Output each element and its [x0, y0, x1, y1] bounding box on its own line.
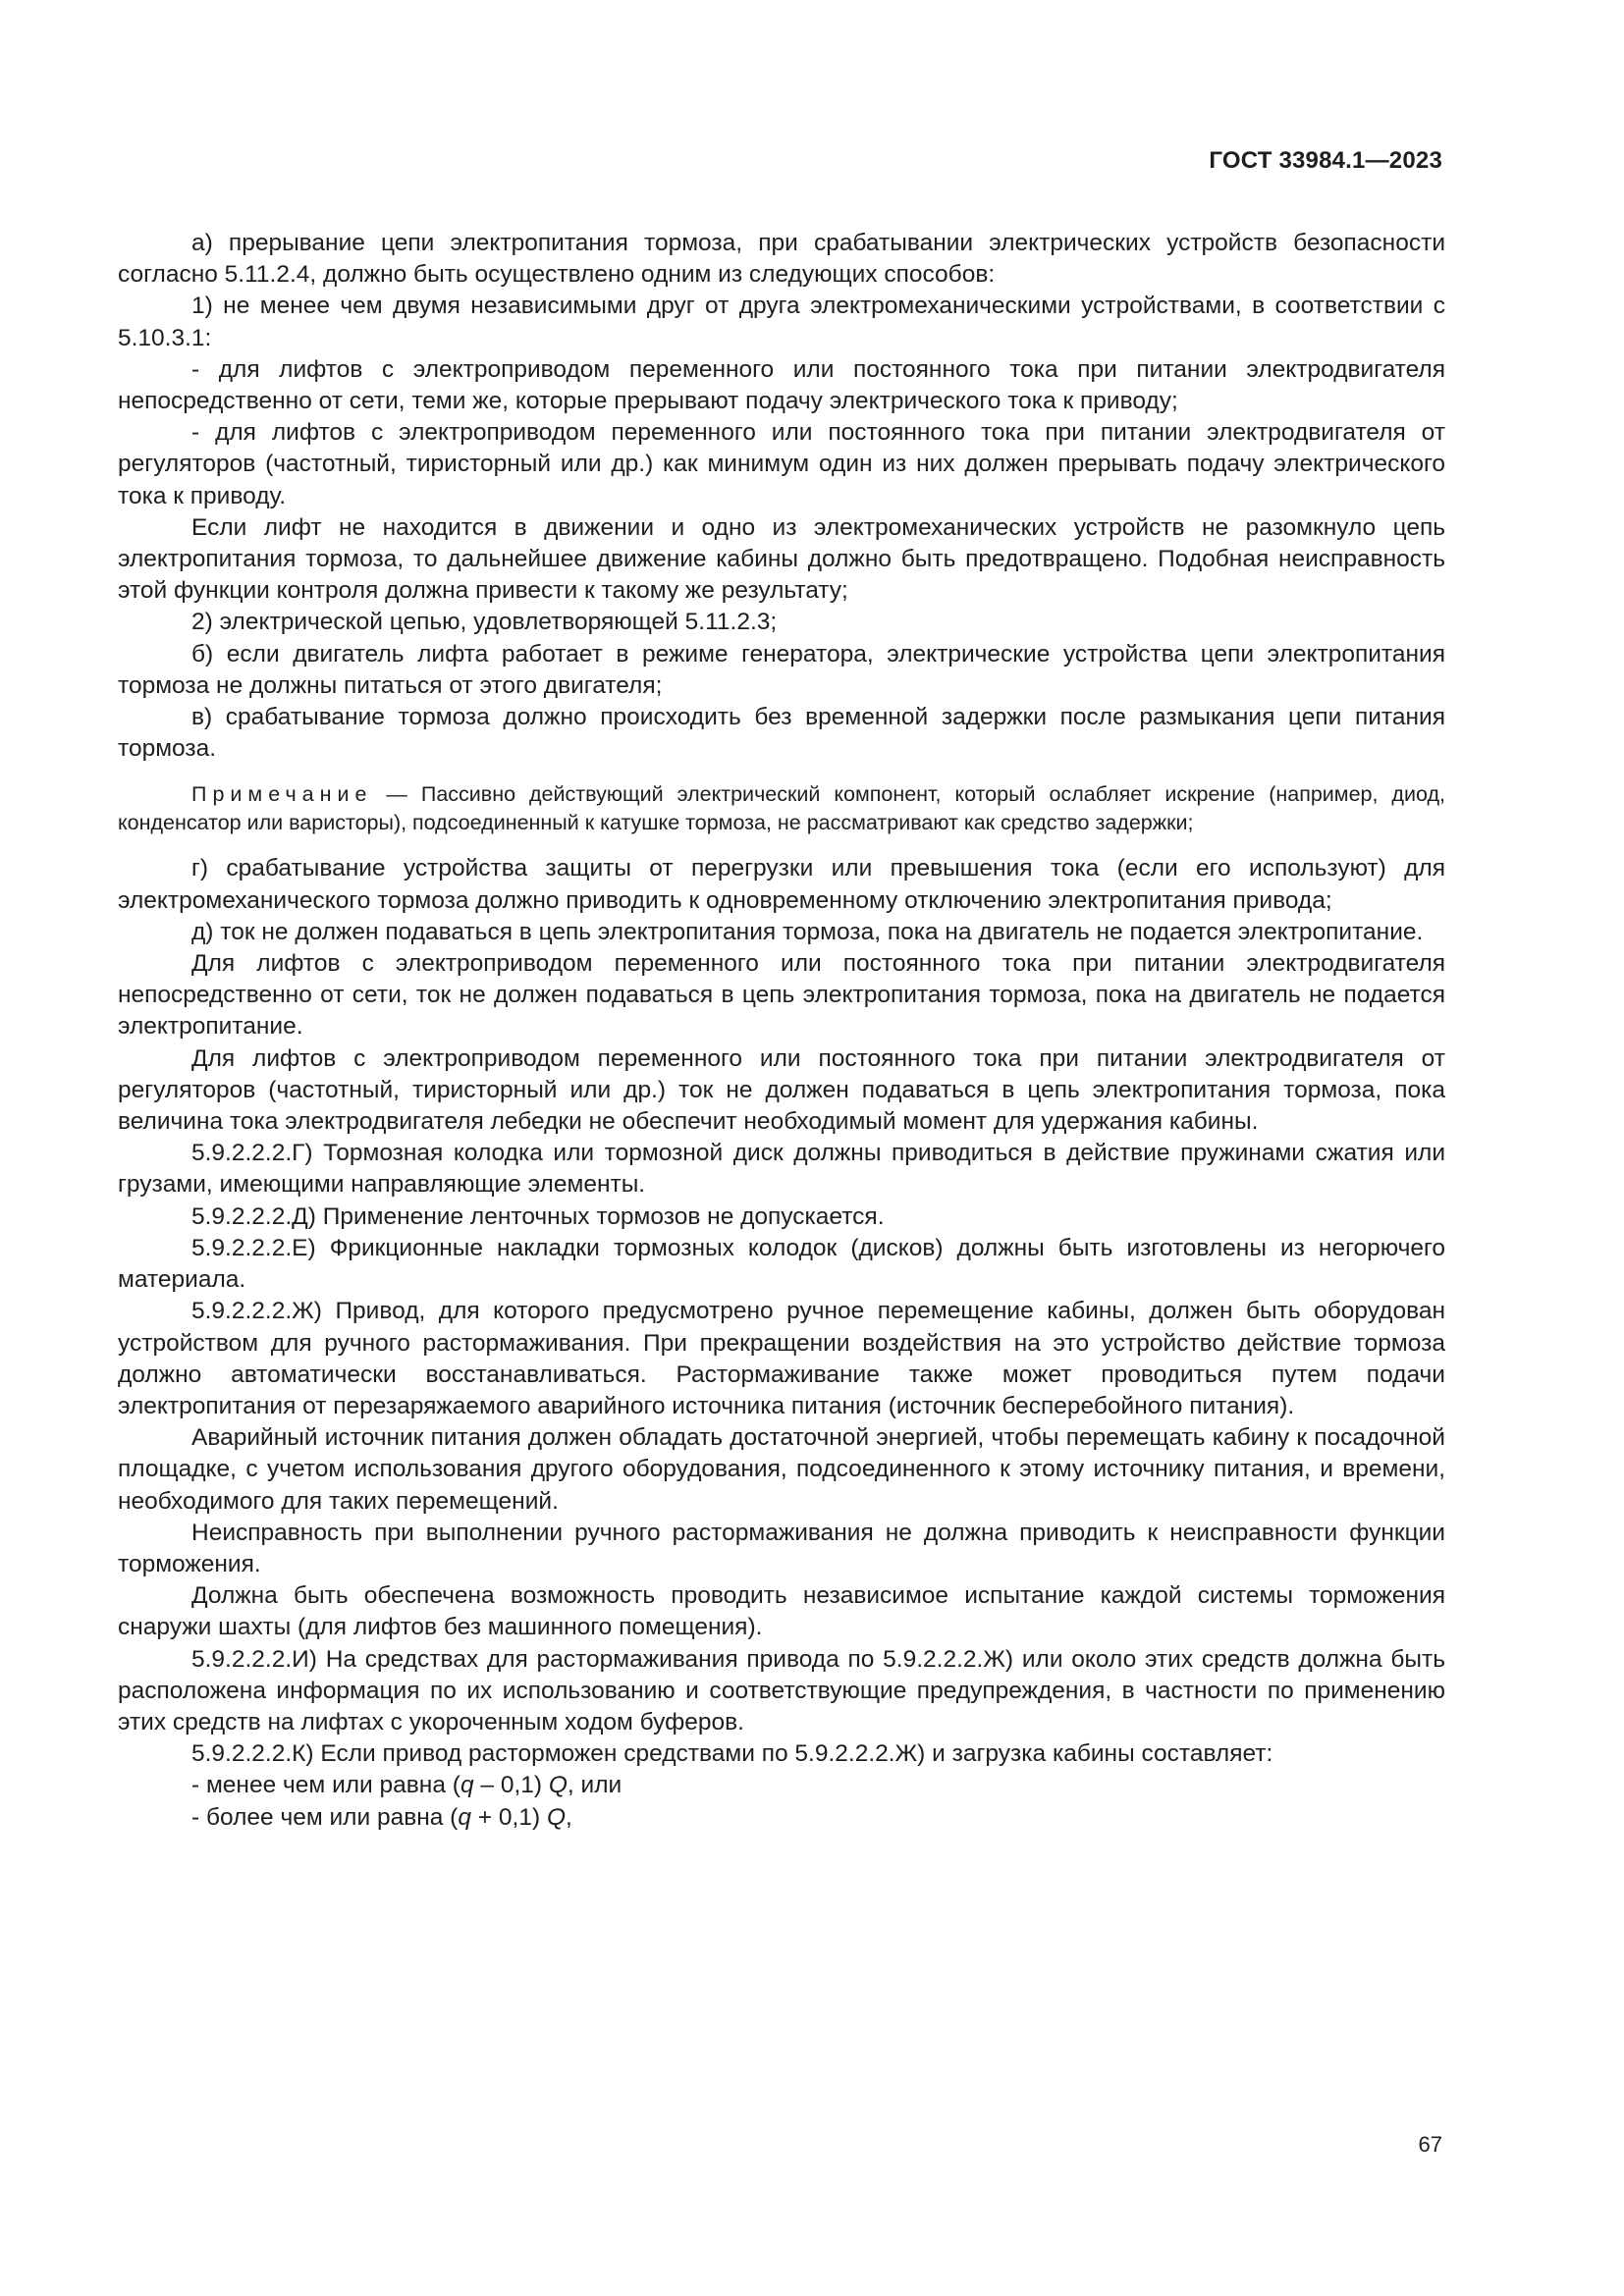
document-header: ГОСТ 33984.1—2023	[1209, 147, 1442, 174]
note-label: Примечание	[191, 782, 373, 807]
paragraph: Аварийный источник питания должен обладать достаточной энергией, чтобы перемещать кабину к посадочной площадке, с учетом использования другого оборудования, подсоединенного к этому источнику питания, и времени, необходимого для таких перемещений.	[118, 1424, 1445, 1515]
document-body	[118, 228, 1445, 1834]
paragraph: 1) не менее чем двумя независимыми друг от друга электромеханическими устройствами, в соответствии с 5.10.3.1:	[118, 293, 1445, 351]
paragraph: 5.9.2.2.2.И) На средствах для растормаживания привода по 5.9.2.2.2.Ж) или около этих средств должна быть расположена информация по их использованию и соответствующие предупреждения, в частности по применению этих средств на лифтах с укороченным ходом буферов.	[118, 1645, 1445, 1735]
page-number: 67	[1418, 2132, 1442, 2157]
paragraph: в) срабатывание тормоза должно происходить без временной задержки после размыкания цепи питания тормоза.	[118, 704, 1445, 763]
paragraph: Для лифтов с электроприводом переменного или постоянного тока при питании электродвигателя непосредственно от сети, ток не должен подаваться в цепь электропитания тормоза, пока на двигатель не подается электропитание.	[118, 950, 1445, 1041]
list-item: - менее чем или равна (q – 0,1) Q, или	[191, 1772, 623, 1799]
paragraph: б) если двигатель лифта работает в режиме генератора, электрические устройства цепи электропитания тормоза не должны питаться от этого двигателя;	[118, 640, 1445, 699]
paragraph: д) ток не должен подаваться в цепь электропитания тормоза, пока на двигатель не подается электропитание.	[191, 918, 1424, 945]
paragraph: 5.9.2.2.2.Е) Фрикционные накладки тормозных колодок (дисков) должны быть изготовлены из негорючего материала.	[118, 1234, 1445, 1294]
paragraph: а) прерывание цепи электропитания тормоза, при срабатывании электрических устройств безопасности согласно 5.11.2.4, должно быть осуществлено одним из следующих способов:	[118, 230, 1445, 289]
paragraph: Неисправность при выполнении ручного растормаживания не должна приводить к неисправности функции торможения.	[118, 1519, 1445, 1577]
note	[118, 780, 1445, 836]
paragraph: Если лифт не находится в движении и одно из электромеханических устройств не разомкнуло цепь электропитания тормоза, то дальнейшее движение кабины должно быть предотвращено. Подобная неисправность этой функции контроля должна привести к такому же результату;	[118, 513, 1445, 605]
list-item: - более чем или равна (q + 0,1) Q,	[191, 1803, 572, 1831]
paragraph: 5.9.2.2.2.Г) Тормозная колодка или тормозной диск должны приводиться в действие пружинами сжатия или грузами, имеющими направляющие элементы.	[118, 1140, 1445, 1199]
paragraph: 2) электрической цепью, удовлетворяющей 5.11.2.3;	[191, 609, 778, 636]
paragraph: Должна быть обеспечена возможность проводить независимое испытание каждой системы торможения снаружи шахты (для лифтов без машинного помещения).	[118, 1582, 1445, 1641]
paragraph: - для лифтов с электроприводом переменного или постоянного тока при питании электродвигателя от регуляторов (частотный, тиристорный или др.) как минимум один из них должен прерывать подачу электрического тока к приводу.	[118, 419, 1445, 509]
paragraph: Для лифтов с электроприводом переменного или постоянного тока при питании электродвигателя от регуляторов (частотный, тиристорный или др.) ток не должен подаваться в цепь электропитания тормоза, пока величина тока электродвигателя лебедки не обеспечит необходимый момент для удержания кабины.	[118, 1044, 1445, 1136]
paragraph: - для лифтов с электроприводом переменного или постоянного тока при питании электродвигателя непосредственно от сети, теми же, которые прерывают подачу электрического тока к приводу;	[118, 355, 1445, 415]
paragraph: 5.9.2.2.2.К) Если привод расторможен средствами по 5.9.2.2.2.Ж) и загрузка кабины составляет:	[191, 1740, 1273, 1768]
paragraph: 5.9.2.2.2.Ж) Привод, для которого предусмотрено ручное перемещение кабины, должен быть оборудован устройством для ручного растормаживания. При прекращении воздействия на это устройство действие тормоза должно автоматически восстанавливаться. Растормаживание также может проводиться путем подачи электропитания от перезаряжаемого аварийного источника питания (источник бесперебойного питания).	[118, 1298, 1445, 1419]
paragraph: 5.9.2.2.2.Д) Применение ленточных тормозов не допускается.	[191, 1202, 885, 1230]
note-text: — Пассивно действующий электрический компонент, который ослабляет искрение (например, диод, конденсатор или варисторы), подсоединенный к катушке тормоза, не рассматривают как средство задержки;	[118, 782, 1445, 834]
paragraph: г) срабатывание устройства защиты от перегрузки или превышения тока (если его используют) для электромеханического тормоза должно приводить к одновременному отключению электропитания привода;	[118, 855, 1445, 914]
